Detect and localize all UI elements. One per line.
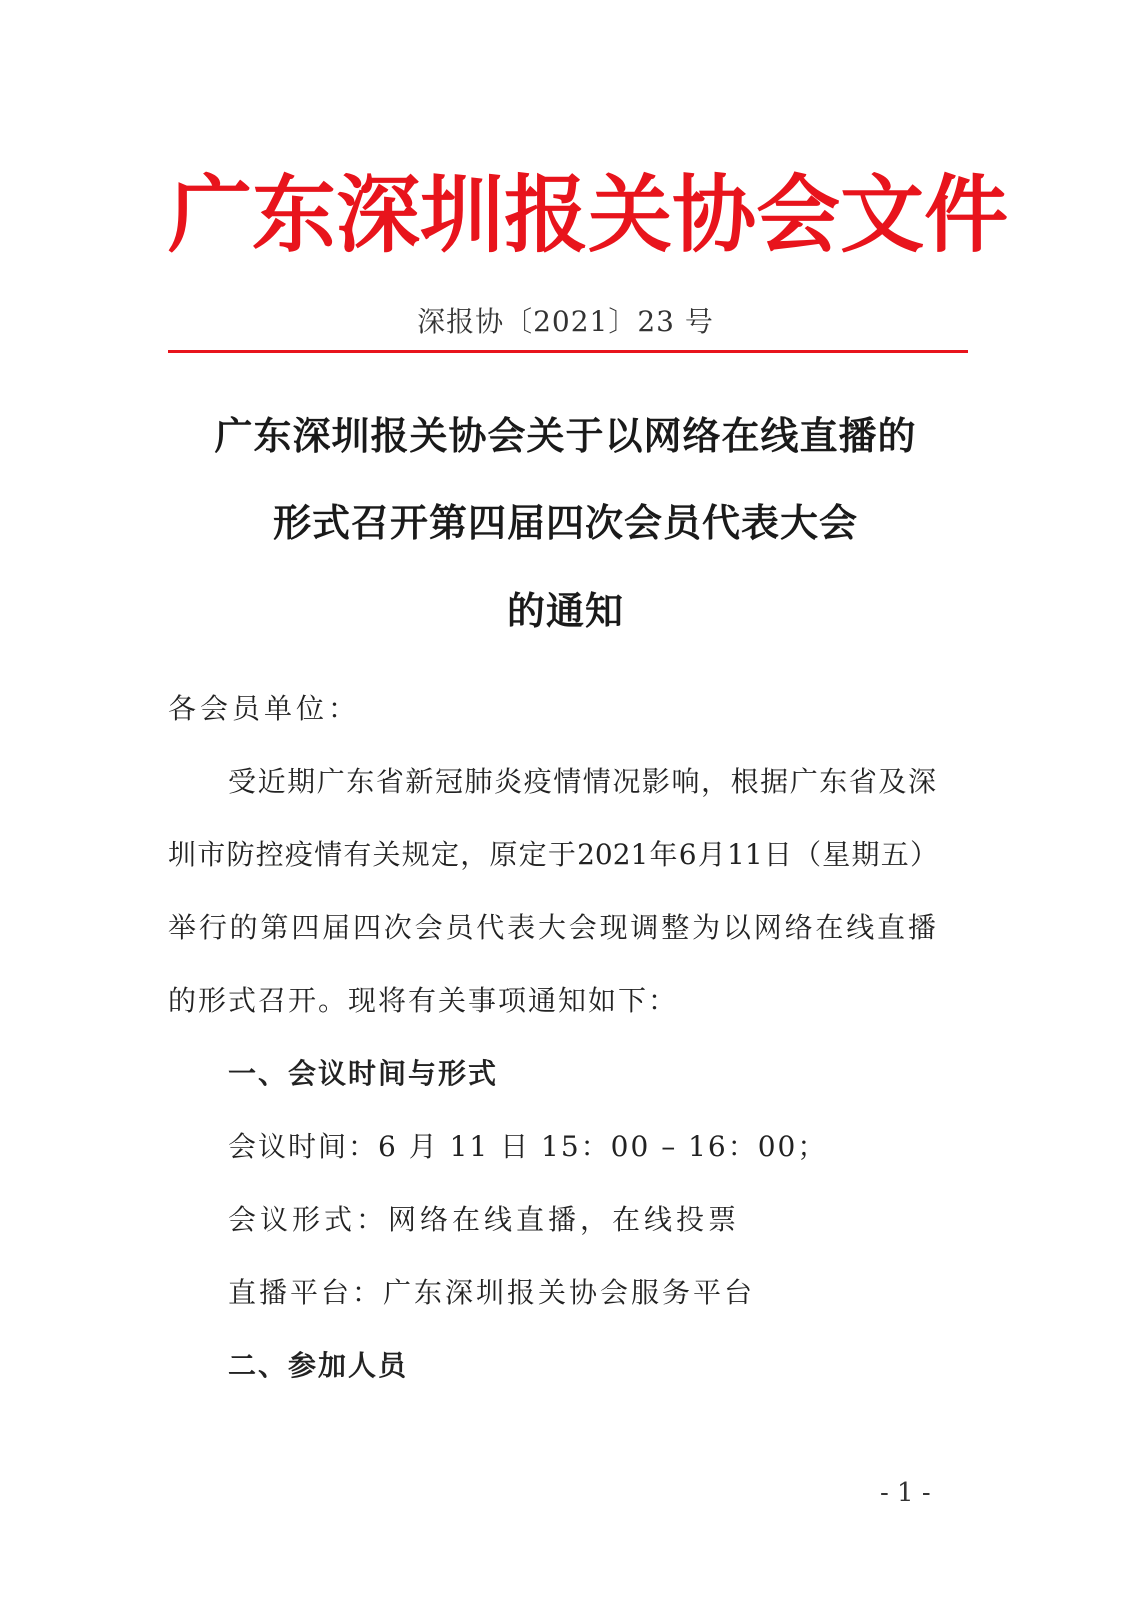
body-text-glyph: 东 [346,765,375,798]
document-title-line-2: 形式召开第四届四次会员代表大会 [272,500,858,545]
body-text-glyph: 新 [405,765,434,798]
page-number: - 1 - [880,1478,931,1508]
masthead-char: 广 [168,166,253,264]
body-text-glyph: 影 [641,765,670,798]
masthead-char: 圳 [420,166,505,264]
red-divider-rule [168,350,968,353]
body-text-glyph: 届 [322,911,351,944]
body-text-glyph: 广 [316,765,345,798]
body-text-glyph: 举 [168,911,197,944]
meeting-time: 会议时间：6 月 11 日 15：00 – 16：00； [228,1130,828,1163]
masthead-char: 件 [924,166,1009,264]
body-text-glyph: 四 [352,911,381,944]
body-text-glyph: 受 [228,765,257,798]
body-text-glyph: 防 [226,838,255,871]
body-text-glyph: 日 [763,838,792,871]
body-text-glyph: 表 [507,911,536,944]
salutation: 各会员单位： [168,692,361,725]
body-text-glyph: 定 [518,838,547,871]
masthead-char: 东 [252,166,337,264]
masthead-char: 报 [504,166,589,264]
body-text-glyph: 月 [697,838,726,871]
body-text-glyph: 会 [414,911,443,944]
body-text-glyph: 肺 [464,765,493,798]
body-text-glyph: 络 [784,911,813,944]
masthead-char: 协 [672,166,757,264]
paragraph-1-line-2 [168,838,938,872]
body-text-glyph: 情 [553,765,582,798]
body-text-glyph: 规 [401,838,430,871]
body-text-glyph: 定 [430,838,459,871]
body-text-glyph: 原 [489,838,518,871]
body-text-glyph: 情 [314,838,343,871]
document-number: 深报协〔2021〕23 号 [417,305,714,338]
body-text-glyph: 省 [375,765,404,798]
paragraph-1-line-1 [228,765,936,799]
body-text-glyph: 11 [727,838,763,871]
body-text-glyph: 以 [722,911,751,944]
body-text-glyph: （ [793,838,822,871]
document-masthead [168,160,1009,270]
body-text-glyph: 网 [753,911,782,944]
body-text-glyph: 据 [760,765,789,798]
body-text-glyph: 关 [372,838,401,871]
body-text-glyph: 期 [851,838,880,871]
body-text-glyph: 直 [877,911,906,944]
body-text-glyph: 疫 [284,838,313,871]
paragraph-1-line-4: 的形式召开。现将有关事项通知如下： [168,984,679,1017]
body-text-glyph: 期 [287,765,316,798]
paragraph-1-line-3 [168,911,936,945]
body-text-glyph: 播 [907,911,936,944]
body-text-glyph: 员 [445,911,474,944]
masthead-char: 关 [588,166,673,264]
body-text-glyph: 大 [537,911,566,944]
live-platform: 直播平台：广东深圳报关协会服务平台 [228,1276,756,1309]
body-text-glyph: 响 [671,765,700,798]
body-text-glyph: 深 [907,765,936,798]
body-text-glyph: 星 [822,838,851,871]
body-text-glyph: 第 [260,911,289,944]
masthead-char: 深 [336,166,421,264]
body-text-glyph: 行 [198,911,227,944]
body-text-glyph: 线 [846,911,875,944]
masthead-char: 会 [756,166,841,264]
body-text-glyph: 圳 [168,838,197,871]
body-text-glyph: 况 [612,765,641,798]
body-text-glyph: 市 [197,838,226,871]
masthead-char: 文 [840,166,925,264]
body-text-glyph: 四 [291,911,320,944]
body-text-glyph: 广 [789,765,818,798]
body-text-glyph: 整 [661,911,690,944]
section-2-heading: 二、参加人员 [228,1349,409,1382]
body-text-glyph: ） [909,838,938,871]
body-text-glyph: 于 [547,838,576,871]
body-text-glyph: 疫 [523,765,552,798]
body-text-glyph: 年 [649,838,678,871]
body-text-glyph: 五 [880,838,909,871]
body-text-glyph: 代 [476,911,505,944]
body-text-glyph: 调 [630,911,659,944]
body-text-glyph: 省 [848,765,877,798]
body-text-glyph: 控 [255,838,284,871]
body-text-glyph: 有 [343,838,372,871]
document-title-line-1: 广东深圳报关协会关于以网络在线直播的 [214,413,917,458]
body-text-glyph: 的 [229,911,258,944]
body-text-glyph: ， [701,765,730,798]
body-text-glyph: 6 [678,838,697,871]
body-text-glyph: 会 [568,911,597,944]
body-text-glyph: 情 [582,765,611,798]
body-text-glyph: 近 [257,765,286,798]
document-title-line-3: 的通知 [506,588,624,633]
body-text-glyph: 现 [599,911,628,944]
body-text-glyph: 冠 [434,765,463,798]
body-text-glyph: 为 [692,911,721,944]
body-text-glyph: 在 [815,911,844,944]
body-text-glyph: 及 [878,765,907,798]
body-text-glyph: 2021 [577,838,649,871]
body-text-glyph: ， [460,838,489,871]
body-text-glyph: 东 [819,765,848,798]
body-text-glyph: 次 [383,911,412,944]
body-text-glyph: 根 [730,765,759,798]
body-text-glyph: 炎 [494,765,523,798]
section-1-heading: 一、会议时间与形式 [228,1057,499,1090]
meeting-format: 会议形式：网络在线直播，在线投票 [228,1203,741,1236]
